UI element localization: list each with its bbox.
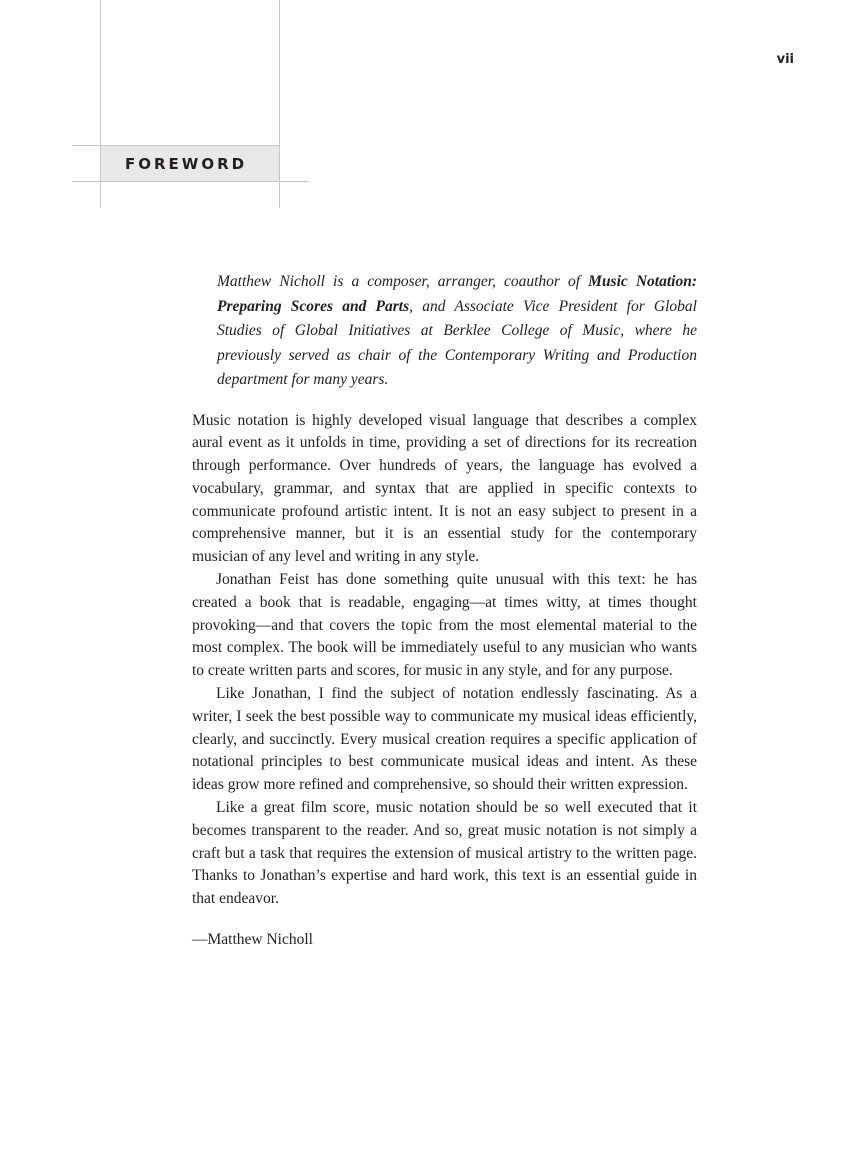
body-paragraph-3: Like Jonathan, I find the subject of notation endlessly fascinating. As a writer, I seek the best possible way to communicate my musical ideas efficiently, clearly, and succinctly. Every musical creation requires a specific application of notational principles to best communicate musical ideas and intent. As these ideas grow more refined and comprehensive, so should their written expression. xyxy=(192,685,697,794)
author-signature: —Matthew Nicholl xyxy=(192,931,313,949)
decorative-vertical-rule-right xyxy=(279,0,280,208)
body-paragraph-1: Music notation is highly developed visual language that describes a complex aural event as it unfolds in time, providing a set of directions for its recreation through performance. Over hundreds of years, the language has evolved a vocabulary, grammar, and syntax that are applied in specific contexts to communicate profound artistic intent. It is not an easy subject to present in a comprehensive manner, but it is an essential study for the contemporary musician of any level and writing in any style. xyxy=(192,411,697,566)
decorative-horizontal-rule-bottom xyxy=(72,181,309,182)
section-heading-box xyxy=(101,146,279,181)
page-number: vii xyxy=(776,52,794,67)
body-paragraph-4: Like a great film score, music notation should be so well executed that it becomes transparent to the reader. And so, great music notation is not simply a craft but a task that requires the extension of musical artistry to the written page. Thanks to Jonathan’s expertise and hard work, this text is an essential guide in that endeavor. xyxy=(192,799,697,908)
body-paragraph-2: Jonathan Feist has done something quite unusual with this text: he has created a book that is readable, engaging—at times witty, at times thought provoking—and that covers the topic from the most elemental material to the most complex. The book will be immediately useful to any musician who wants to create written parts and scores, for music in any style, and for any purpose. xyxy=(192,571,697,680)
author-bio-paragraph xyxy=(217,270,697,393)
section-title: FOREWORD xyxy=(125,154,248,173)
book-title-bold: Music Notation: Preparing Scores and Parts xyxy=(217,273,697,315)
text-content xyxy=(192,270,697,952)
author-bio-segment-2: , and Associate Vice President for Global Studies of Global Initiatives at Berklee College of Music, where he previously served as chair of the Contemporary Writing and Production department for many years. xyxy=(217,297,697,388)
author-bio-segment-1: Matthew Nicholl is a composer, arranger, coauthor of xyxy=(217,273,589,290)
